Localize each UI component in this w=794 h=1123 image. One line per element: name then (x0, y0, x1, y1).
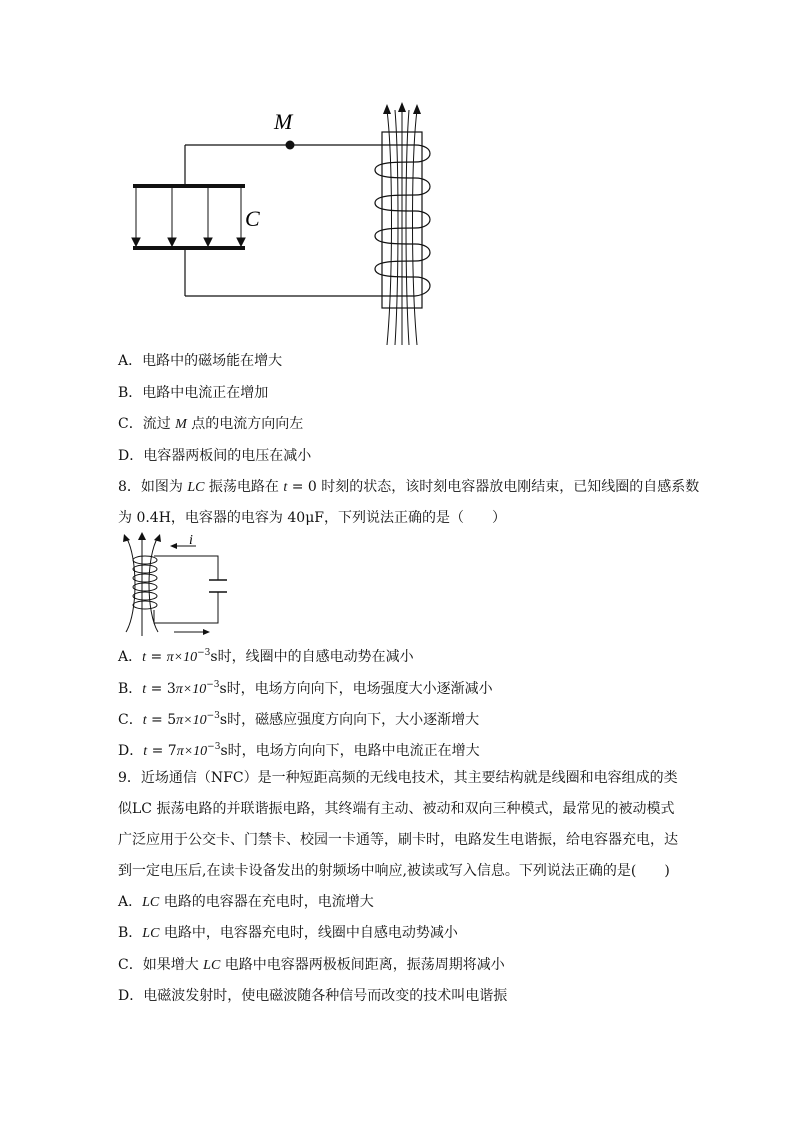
option-letter: B． (118, 681, 143, 697)
circuit-wires (154, 556, 218, 623)
current-label: i (189, 533, 193, 548)
time-coef: 5 (167, 712, 177, 728)
q7-option-c-pre: C．流过 (118, 416, 176, 432)
option-lc: LC (142, 895, 160, 910)
option-letter: C． (118, 712, 143, 728)
option-letter: C．如果增大 (118, 957, 204, 973)
option-text: 时，电场方向向下，电路中电流正在增大 (227, 743, 480, 759)
time-unit: s (219, 712, 228, 728)
time-pi: π×10 (176, 744, 208, 759)
q8-option-b: B．$t = 3\pi\times 10^{-3}s$时，电场方向向下，电场强度大小逐渐减小 (118, 680, 493, 697)
q8-stem-part: 振荡电路在 (204, 479, 284, 495)
q8-stem-t: t (283, 480, 288, 495)
q9-option-c (118, 955, 683, 976)
q9-option-b (118, 923, 683, 944)
q8-stem-lc: LC (187, 480, 205, 495)
coil-field-lines (126, 536, 158, 636)
option-letter: A． (118, 894, 143, 910)
q8-option-a: A．$t = \pi\times 10^{-3}s$时，线圈中的自感电动势在减小 (118, 648, 414, 665)
time-unit: s (219, 681, 227, 697)
q9-option-a (118, 892, 683, 913)
q8-option-d: D．$t = 7\pi\times 10^{-3}s$时，电场方向向下，电路中电流正在增大 (118, 742, 480, 759)
time-pi: π×10 (176, 713, 207, 728)
q9-stem-line2: 似LC 振荡电路的并联谐振电路，其终端有主动、被动和双向三种模式，最常见的被动模式 (118, 801, 675, 817)
q8-stem-line1 (118, 477, 700, 498)
time-exp: −3 (207, 742, 221, 752)
bottom-direction-arrowhead (203, 629, 210, 635)
capacitor-label: C (245, 206, 260, 231)
coil-turns (133, 556, 157, 609)
lc-oscillation-figure (118, 532, 238, 640)
option-lc: LC (203, 958, 221, 973)
option-text: 电路中，电容器充电时，线圈中自感电动势减小 (159, 925, 458, 941)
option-text: 时，磁感应强度方向向下，大小逐渐增大 (227, 712, 480, 728)
option-text: 时，电场方向向下，电场强度大小逐渐减小 (226, 681, 493, 697)
time-exp: −3 (197, 648, 211, 658)
point-m-label: M (274, 109, 293, 134)
q8-option-c: C．$t = 5\pi\times 10^{-3}s$时，磁感应强度方向向下，大小逐渐增大 (118, 711, 480, 728)
q9-option-d (118, 986, 683, 1006)
time-coef: 7 (167, 743, 177, 759)
q7-option-b: B．电路中电流正在增加 (118, 385, 269, 401)
option-text: 电路中电容器两极板间距离，振荡周期将减小 (220, 957, 505, 973)
electric-field-arrows (132, 188, 245, 246)
q9-stem-line3: 广泛应用于公交卡、门禁卡、校园一卡通等，刷卡时，电路发生电谐振，给电容器充电，达 (118, 832, 678, 848)
option-letter: D． (118, 743, 144, 759)
time-coef: 3 (166, 681, 176, 697)
option-letter: D．电磁波发射时，使电磁波随各种信号而改变的技术叫电谐振 (118, 988, 508, 1004)
q9-stem-line1: 9．近场通信（NFC）是一种短距高频的无线电技术，其主要结构就是线圈和电容组成的类 (118, 770, 678, 786)
time-exp: −3 (206, 680, 220, 690)
q8-stem-line2: 为 0.4H，电容器的电容为 40μF，下列说法正确的是（ ） (118, 510, 506, 526)
option-text: 电路的电容器在充电时，电流增大 (159, 894, 374, 910)
q7-option-c (118, 414, 683, 435)
option-letter: B． (118, 925, 143, 941)
time-unit: s (220, 743, 228, 759)
option-text: 时，线圈中的自感电动势在减小 (217, 649, 414, 665)
option-letter: A． (118, 649, 143, 665)
time-exp: −3 (206, 711, 220, 721)
time-unit: s (210, 649, 218, 665)
q9-stem-line4: 到一定电压后,在读卡设备发出的射频场中响应,被读或写入信息。下列说法正确的是( ) (118, 863, 670, 879)
q8-stem-part: = 0 时刻的状态，该时刻电容器放电刚结束，已知线圈的自感系数 (287, 479, 700, 495)
option-lc: LC (142, 926, 160, 941)
magnetic-field-lines (387, 108, 417, 345)
q7-option-c-post: 点的电流方向向左 (186, 416, 304, 432)
time-pi: π×10 (166, 650, 198, 665)
point-m (286, 141, 295, 150)
current-arrowhead (170, 543, 177, 549)
q7-option-a: A．电路中的磁场能在增大 (118, 353, 283, 369)
time-pi: π×10 (175, 682, 207, 697)
q8-stem-part: 8．如图为 (118, 479, 188, 495)
q7-option-c-var: M (175, 417, 187, 432)
lc-circuit-figure (125, 100, 445, 350)
q7-option-d: D．电容器两板间的电压在减小 (118, 448, 312, 464)
